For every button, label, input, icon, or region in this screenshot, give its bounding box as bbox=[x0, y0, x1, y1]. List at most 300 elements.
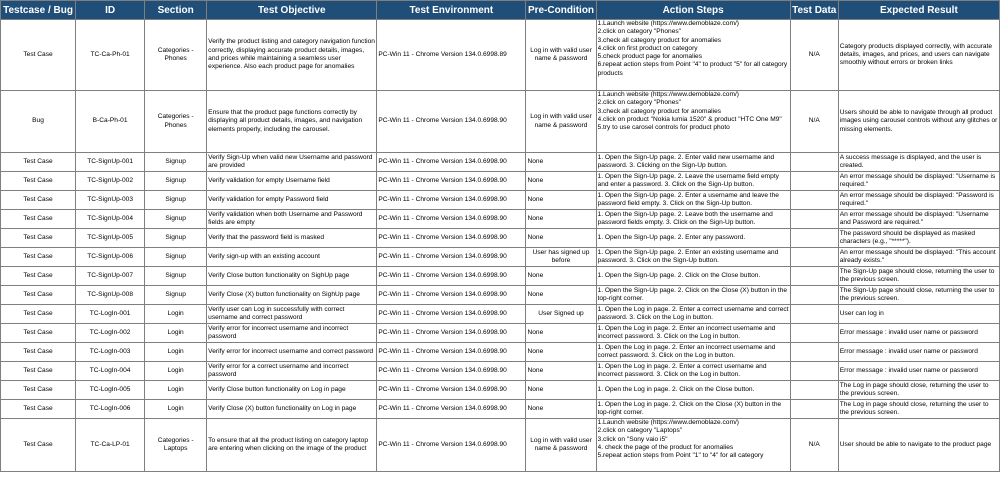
action-step-line: 3.click on "Sony vaio i5" bbox=[597, 435, 668, 443]
cell-precondition[interactable] bbox=[526, 191, 596, 210]
cell-action-steps-content bbox=[598, 249, 789, 266]
cell-action-steps[interactable] bbox=[596, 343, 790, 362]
cell-type[interactable] bbox=[1, 267, 76, 286]
cell-section[interactable] bbox=[145, 286, 207, 305]
action-step-line: 2.click on category "Laptops" bbox=[597, 427, 683, 435]
cell-action-steps[interactable] bbox=[596, 267, 790, 286]
action-step-line: 4.click on first product on category bbox=[597, 44, 698, 52]
cell-action-steps-content bbox=[598, 91, 789, 132]
cell-test-data[interactable] bbox=[790, 91, 838, 153]
cell-test-data-content: N/A bbox=[808, 440, 820, 448]
cell-test-data[interactable] bbox=[790, 286, 838, 305]
cell-section[interactable] bbox=[145, 210, 207, 229]
cell-objective[interactable] bbox=[207, 172, 377, 191]
cell-id[interactable] bbox=[76, 191, 145, 210]
cell-type[interactable] bbox=[1, 381, 76, 400]
cell-test-data[interactable] bbox=[790, 229, 838, 248]
cell-section[interactable] bbox=[145, 248, 207, 267]
cell-section[interactable] bbox=[145, 191, 207, 210]
cell-objective-content: Verify Close (X) button functionality on SighUp page bbox=[208, 290, 360, 298]
header-section[interactable]: Section bbox=[145, 1, 207, 20]
cell-objective[interactable] bbox=[207, 229, 377, 248]
cell-section[interactable] bbox=[145, 362, 207, 381]
cell-environment-content: PC-Win 11 - Chrome Version 134.0.6998.90 bbox=[378, 214, 507, 222]
cell-action-steps[interactable] bbox=[596, 20, 790, 91]
cell-expected-result[interactable] bbox=[838, 400, 999, 419]
cell-environment[interactable] bbox=[377, 20, 526, 91]
cell-type[interactable] bbox=[1, 362, 76, 381]
cell-type[interactable] bbox=[1, 153, 76, 172]
cell-test-data[interactable] bbox=[790, 248, 838, 267]
cell-type-content: Test Case bbox=[23, 176, 53, 184]
action-step-line: 1. Open the Sign-Up page. 2. Leave the username field empty and enter a password. 3. Click on the Sign-Up button. bbox=[597, 172, 779, 188]
cell-environment[interactable] bbox=[377, 324, 526, 343]
cell-id[interactable] bbox=[76, 324, 145, 343]
cell-id[interactable] bbox=[76, 20, 145, 91]
cell-expected-result-content: The Sign-Up page should close, returning the user to the previous screen. bbox=[839, 286, 995, 302]
cell-objective-content: Verify Close button functionality on Log in page bbox=[208, 385, 346, 393]
cell-action-steps-content bbox=[598, 386, 789, 394]
cell-environment-content: PC-Win 11 - Chrome Version 134.0.6998.90 bbox=[378, 271, 507, 279]
cell-expected-result-content: The password should be displayed as masked characters (e.g., "*****"). bbox=[839, 229, 976, 245]
cell-expected-result[interactable] bbox=[838, 286, 999, 305]
cell-environment[interactable] bbox=[377, 343, 526, 362]
cell-type-content: Test Case bbox=[23, 157, 53, 165]
cell-action-steps[interactable] bbox=[596, 400, 790, 419]
cell-environment-content: PC-Win 11 - Chrome Version 134.0.6998.90 bbox=[378, 117, 507, 125]
cell-precondition[interactable] bbox=[526, 343, 596, 362]
cell-id[interactable] bbox=[76, 381, 145, 400]
cell-precondition[interactable] bbox=[526, 362, 596, 381]
cell-objective-content: Verify Sign-Up when valid new Username and password are provided bbox=[208, 153, 373, 169]
cell-expected-result-content: An error message should be displayed: "This account already exists." bbox=[839, 248, 996, 264]
cell-precondition-content: None bbox=[527, 366, 544, 374]
cell-type[interactable] bbox=[1, 248, 76, 267]
cell-action-steps-content bbox=[598, 272, 789, 280]
cell-id-content: TC-SignUp-002 bbox=[87, 176, 133, 184]
action-step-line: 1. Open the Sign-Up page. 2. Enter an existing username and password. 3. Click on the Sign-Up button. bbox=[597, 248, 779, 264]
cell-id-content: B-Ca-Ph-01 bbox=[92, 117, 128, 125]
cell-expected-result-content: The Log in page should close, returning the user to the previous screen. bbox=[839, 381, 989, 397]
table-row[interactable] bbox=[1, 286, 1000, 305]
cell-environment[interactable] bbox=[377, 210, 526, 229]
cell-expected-result[interactable] bbox=[838, 20, 999, 91]
cell-precondition[interactable] bbox=[526, 400, 596, 419]
cell-expected-result[interactable] bbox=[838, 324, 999, 343]
table-row[interactable] bbox=[1, 191, 1000, 210]
cell-environment[interactable] bbox=[377, 191, 526, 210]
cell-id[interactable] bbox=[76, 286, 145, 305]
cell-id[interactable] bbox=[76, 172, 145, 191]
cell-id[interactable] bbox=[76, 91, 145, 153]
table-row[interactable] bbox=[1, 91, 1000, 153]
header-environment[interactable]: Test Environment bbox=[377, 1, 526, 20]
cell-test-data[interactable] bbox=[790, 210, 838, 229]
cell-section-content: Signup bbox=[165, 195, 186, 203]
cell-test-data[interactable] bbox=[790, 305, 838, 324]
cell-environment-content: PC-Win 11 - Chrome Version 134.0.6998.90 bbox=[378, 440, 507, 448]
cell-action-steps[interactable] bbox=[596, 324, 790, 343]
cell-objective-content: To ensure that all the product listing on category laptop are entering when clicking on the image of the product bbox=[208, 436, 368, 452]
cell-type-content: Test Case bbox=[23, 309, 53, 317]
cell-environment-content: PC-Win 11 - Chrome Version 134.0.6998.90 bbox=[378, 328, 507, 336]
cell-action-steps[interactable] bbox=[596, 362, 790, 381]
cell-environment-content: PC-Win 11 - Chrome Version 134.0.6998.90 bbox=[378, 290, 507, 298]
cell-precondition-content: User Signed up bbox=[538, 309, 584, 317]
cell-action-steps[interactable] bbox=[596, 419, 790, 472]
cell-section-content: Login bbox=[167, 309, 184, 317]
cell-environment-content: PC-Win 11 - Chrome Version 134.0.6998.90 bbox=[378, 309, 507, 317]
cell-type[interactable] bbox=[1, 191, 76, 210]
cell-objective-content: Verify error for incorrect username and incorrect password bbox=[208, 324, 349, 340]
cell-objective-content: Verify the product listing and category navigation function correctly, displaying accurate product details, images, and prices while maintaining a seamless user experience. Also each product page for anomalies bbox=[208, 38, 375, 71]
cell-action-steps-content bbox=[598, 344, 789, 361]
action-step-line: 1. Open the Log in page. 2. Enter an incorrect username and correct password. 3. Click on the Log in button. bbox=[597, 343, 776, 359]
cell-type-content: Test Case bbox=[23, 290, 53, 298]
cell-action-steps[interactable] bbox=[596, 286, 790, 305]
cell-id[interactable] bbox=[76, 210, 145, 229]
cell-action-steps[interactable] bbox=[596, 248, 790, 267]
cell-id[interactable] bbox=[76, 267, 145, 286]
cell-test-data[interactable] bbox=[790, 362, 838, 381]
cell-precondition-content: User has signed up before bbox=[532, 248, 590, 264]
cell-objective[interactable] bbox=[207, 305, 377, 324]
cell-expected-result[interactable] bbox=[838, 229, 999, 248]
cell-action-steps-content bbox=[598, 154, 789, 171]
cell-environment-content: PC-Win 11 - Chrome Version 134.0.6998.90 bbox=[378, 252, 507, 260]
table-row[interactable] bbox=[1, 153, 1000, 172]
cell-id-content: TC-Ca-LP-01 bbox=[90, 440, 130, 448]
cell-objective-content: Verify validation when both Username and Password fields are empty bbox=[208, 210, 363, 226]
cell-test-data[interactable] bbox=[790, 20, 838, 91]
cell-objective[interactable] bbox=[207, 381, 377, 400]
action-step-line: 1.Launch website (https://www.demoblaze.com/) bbox=[597, 419, 739, 426]
cell-objective-content: Ensure that the product page functions correctly by displaying all product details, images, and navigation elements properly, including the carousel. bbox=[208, 109, 363, 133]
table-row[interactable] bbox=[1, 172, 1000, 191]
cell-precondition-content: None bbox=[527, 157, 544, 165]
cell-environment-content: PC-Win 11 - Chrome Version 134.0.6998.90 bbox=[378, 366, 507, 374]
cell-environment[interactable] bbox=[377, 381, 526, 400]
cell-environment-content: PC-Win 11 - Chrome Version 134.0.6998.90 bbox=[378, 195, 507, 203]
cell-objective-content: Verify error for a correct username and incorrect password bbox=[208, 362, 349, 378]
cell-type[interactable] bbox=[1, 20, 76, 91]
cell-type-content: Test Case bbox=[23, 347, 53, 355]
cell-environment-content: PC-Win 11 - Chrome Version 134.0.6998.90 bbox=[378, 404, 507, 412]
cell-type[interactable] bbox=[1, 305, 76, 324]
cell-action-steps[interactable] bbox=[596, 91, 790, 153]
table-row[interactable] bbox=[1, 362, 1000, 381]
cell-environment[interactable] bbox=[377, 248, 526, 267]
cell-test-data[interactable] bbox=[790, 419, 838, 472]
cell-section-content: Categories - Laptops bbox=[157, 436, 194, 452]
cell-expected-result[interactable] bbox=[838, 172, 999, 191]
cell-environment[interactable] bbox=[377, 419, 526, 472]
cell-id[interactable] bbox=[76, 153, 145, 172]
cell-section[interactable] bbox=[145, 381, 207, 400]
cell-expected-result-content: The Log in page should close, returning the user to the previous screen. bbox=[839, 400, 989, 416]
header-expected-result[interactable]: Expected Result bbox=[838, 1, 999, 20]
cell-action-steps[interactable] bbox=[596, 381, 790, 400]
action-step-line: 1. Open the Sign-Up page. 2. Enter valid new username and password. 3. Clicking on the Sign-Up button. bbox=[597, 153, 775, 169]
cell-test-data-content: N/A bbox=[808, 117, 820, 125]
table-row[interactable] bbox=[1, 324, 1000, 343]
cell-objective-content: Verify user can Log in successfully with correct username and correct password bbox=[208, 305, 345, 321]
cell-type-content: Test Case bbox=[23, 404, 53, 412]
action-step-line: 1. Open the Sign-Up page. 2. Enter a username and leave the password field empty. 3. Click on the Sign-Up button. bbox=[597, 191, 779, 207]
cell-test-data[interactable] bbox=[790, 343, 838, 362]
cell-action-steps[interactable] bbox=[596, 210, 790, 229]
cell-precondition[interactable] bbox=[526, 267, 596, 286]
cell-environment[interactable] bbox=[377, 153, 526, 172]
cell-section-content: Categories - Phones bbox=[157, 113, 194, 129]
header-test-data[interactable]: Test Data bbox=[790, 1, 838, 20]
cell-environment[interactable] bbox=[377, 172, 526, 191]
cell-action-steps[interactable] bbox=[596, 191, 790, 210]
cell-section[interactable] bbox=[145, 305, 207, 324]
cell-expected-result[interactable] bbox=[838, 91, 999, 153]
action-step-line: 1. Open the Sign-Up page. 2. Enter any password. bbox=[597, 233, 746, 241]
cell-expected-result[interactable] bbox=[838, 343, 999, 362]
cell-objective[interactable] bbox=[207, 267, 377, 286]
cell-objective-content: Verify sign-up with an existing account bbox=[208, 252, 320, 260]
cell-action-steps-content bbox=[598, 419, 789, 460]
cell-section-content: Signup bbox=[165, 271, 186, 279]
cell-id-content: TC-LogIn-002 bbox=[89, 328, 131, 336]
cell-section[interactable] bbox=[145, 20, 207, 91]
header-type[interactable]: Testcase / Bug bbox=[1, 1, 76, 20]
cell-id-content: TC-LogIn-006 bbox=[89, 404, 131, 412]
action-step-line: 4. check the page of the product for anomalies bbox=[597, 443, 734, 451]
cell-section-content: Signup bbox=[165, 176, 186, 184]
cell-environment[interactable] bbox=[377, 305, 526, 324]
action-step-line: 6.repeat action steps from Point "4" to product "5" for all category products bbox=[597, 61, 788, 77]
cell-environment[interactable] bbox=[377, 400, 526, 419]
cell-expected-result[interactable] bbox=[838, 267, 999, 286]
cell-type[interactable] bbox=[1, 419, 76, 472]
cell-test-data[interactable] bbox=[790, 324, 838, 343]
cell-expected-result[interactable] bbox=[838, 210, 999, 229]
cell-id-content: TC-LogIn-001 bbox=[89, 309, 131, 317]
cell-expected-result-content: User should be able to navigate to the product page bbox=[839, 440, 992, 448]
cell-precondition[interactable] bbox=[526, 286, 596, 305]
cell-environment[interactable] bbox=[377, 91, 526, 153]
header-objective[interactable]: Test Objective bbox=[207, 1, 377, 20]
cell-id[interactable] bbox=[76, 400, 145, 419]
cell-section-content: Signup bbox=[165, 214, 186, 222]
cell-section[interactable] bbox=[145, 91, 207, 153]
cell-type-content: Test Case bbox=[23, 252, 53, 260]
cell-expected-result[interactable] bbox=[838, 153, 999, 172]
cell-section[interactable] bbox=[145, 267, 207, 286]
cell-expected-result-content: Error message : invalid user name or password bbox=[839, 347, 978, 355]
cell-test-data[interactable] bbox=[790, 400, 838, 419]
cell-section[interactable] bbox=[145, 400, 207, 419]
cell-id[interactable] bbox=[76, 362, 145, 381]
cell-objective[interactable] bbox=[207, 210, 377, 229]
cell-action-steps[interactable] bbox=[596, 153, 790, 172]
cell-type-content: Test Case bbox=[23, 366, 53, 374]
action-step-line: 1.Launch website (https://www.demoblaze.com/) bbox=[597, 20, 739, 27]
table-row[interactable] bbox=[1, 305, 1000, 324]
cell-type[interactable] bbox=[1, 343, 76, 362]
cell-environment-content: PC-Win 11 - Chrome Version 134.0.6998.90 bbox=[378, 385, 507, 393]
cell-expected-result[interactable] bbox=[838, 381, 999, 400]
action-step-line: 1. Open the Log in page. 2. Click on the Close (X) button in the top-right corner. bbox=[597, 400, 782, 416]
cell-precondition-content: None bbox=[527, 271, 544, 279]
cell-precondition[interactable] bbox=[526, 419, 596, 472]
cell-action-steps[interactable] bbox=[596, 305, 790, 324]
cell-objective[interactable] bbox=[207, 20, 377, 91]
cell-precondition-content: None bbox=[527, 195, 544, 203]
action-step-line: 1. Open the Sign-Up page. 2. Leave both the username and password fields empty. 3. Click on the Sign-Up button. bbox=[597, 210, 773, 226]
cell-id[interactable] bbox=[76, 305, 145, 324]
cell-id[interactable] bbox=[76, 419, 145, 472]
cell-action-steps-content bbox=[598, 287, 789, 304]
cell-type[interactable] bbox=[1, 210, 76, 229]
cell-id-content: TC-LogIn-004 bbox=[89, 366, 131, 374]
cell-environment[interactable] bbox=[377, 286, 526, 305]
table-row[interactable] bbox=[1, 381, 1000, 400]
cell-precondition[interactable] bbox=[526, 381, 596, 400]
cell-environment-content: PC-Win 11 - Chrome Version 134.0.6998.90 bbox=[378, 176, 507, 184]
cell-section[interactable] bbox=[145, 172, 207, 191]
cell-environment[interactable] bbox=[377, 362, 526, 381]
header-action-steps[interactable]: Action Steps bbox=[596, 1, 790, 20]
cell-objective[interactable] bbox=[207, 248, 377, 267]
cell-type[interactable] bbox=[1, 286, 76, 305]
cell-section-content: Login bbox=[167, 328, 184, 336]
cell-objective[interactable] bbox=[207, 419, 377, 472]
cell-objective[interactable] bbox=[207, 91, 377, 153]
cell-section-content: Signup bbox=[165, 157, 186, 165]
cell-section-content: Categories - Phones bbox=[157, 46, 194, 62]
cell-expected-result-content: A success message is displayed, and the user is created. bbox=[839, 153, 982, 169]
cell-objective[interactable] bbox=[207, 286, 377, 305]
cell-environment[interactable] bbox=[377, 229, 526, 248]
cell-action-steps[interactable] bbox=[596, 172, 790, 191]
cell-precondition[interactable] bbox=[526, 210, 596, 229]
cell-environment-content: PC-Win 11 - Chrome Version 134.0.6998.90 bbox=[378, 233, 507, 241]
cell-expected-result[interactable] bbox=[838, 191, 999, 210]
cell-id-content: TC-SignUp-005 bbox=[87, 233, 133, 241]
cell-precondition-content: None bbox=[527, 404, 544, 412]
cell-objective[interactable] bbox=[207, 191, 377, 210]
cell-precondition[interactable] bbox=[526, 248, 596, 267]
cell-objective-content: Verify Close (X) button functionality on Log in page bbox=[208, 404, 357, 412]
cell-expected-result[interactable] bbox=[838, 419, 999, 472]
cell-id-content: TC-SignUp-007 bbox=[87, 271, 133, 279]
cell-type-content: Test Case bbox=[23, 233, 53, 241]
cell-precondition[interactable] bbox=[526, 305, 596, 324]
table-row[interactable] bbox=[1, 267, 1000, 286]
cell-objective[interactable] bbox=[207, 324, 377, 343]
cell-type[interactable] bbox=[1, 229, 76, 248]
cell-action-steps-content bbox=[598, 325, 789, 342]
cell-expected-result[interactable] bbox=[838, 362, 999, 381]
cell-objective-content: Verify error for incorrect username and correct password bbox=[208, 347, 374, 355]
cell-precondition-content: None bbox=[527, 385, 544, 393]
action-step-line: 1. Open the Log in page. 2. Enter a correct username and correct password. 3. Click on the Log in button. bbox=[597, 305, 789, 321]
cell-precondition[interactable] bbox=[526, 324, 596, 343]
cell-test-data[interactable] bbox=[790, 191, 838, 210]
cell-expected-result-content: Error message : invalid user name or password bbox=[839, 366, 978, 374]
cell-objective[interactable] bbox=[207, 343, 377, 362]
cell-action-steps-content bbox=[598, 20, 789, 78]
cell-precondition-content: Log in with valid user name & password bbox=[530, 46, 592, 62]
table-row[interactable] bbox=[1, 210, 1000, 229]
cell-precondition[interactable] bbox=[526, 172, 596, 191]
action-step-line: 5.try to use carosel controls for product photo bbox=[597, 124, 730, 132]
cell-type[interactable] bbox=[1, 172, 76, 191]
cell-precondition-content: None bbox=[527, 347, 544, 355]
cell-environment-content: PC-Win 11 - Chrome Version 134.0.6998.89 bbox=[378, 50, 507, 58]
cell-expected-result[interactable] bbox=[838, 248, 999, 267]
cell-id[interactable] bbox=[76, 248, 145, 267]
cell-expected-result[interactable] bbox=[838, 305, 999, 324]
cell-id-content: TC-LogIn-003 bbox=[89, 347, 131, 355]
cell-section[interactable] bbox=[145, 324, 207, 343]
cell-section-content: Signup bbox=[165, 233, 186, 241]
cell-precondition[interactable] bbox=[526, 153, 596, 172]
cell-precondition[interactable] bbox=[526, 20, 596, 91]
cell-section[interactable] bbox=[145, 419, 207, 472]
cell-precondition[interactable] bbox=[526, 229, 596, 248]
action-step-line: 1. Open the Sign-Up page. 2. Click on the Close button. bbox=[597, 271, 761, 279]
cell-test-data[interactable] bbox=[790, 381, 838, 400]
table-row[interactable] bbox=[1, 20, 1000, 91]
cell-id[interactable] bbox=[76, 343, 145, 362]
cell-action-steps[interactable] bbox=[596, 229, 790, 248]
cell-id-content: TC-Ca-Ph-01 bbox=[90, 50, 130, 58]
cell-test-data[interactable] bbox=[790, 172, 838, 191]
action-step-line: 1. Open the Log in page. 2. Enter an incorrect username and incorrect password. 3. Click on the Log in button. bbox=[597, 324, 776, 340]
cell-id-content: TC-LogIn-005 bbox=[89, 385, 131, 393]
cell-type[interactable] bbox=[1, 400, 76, 419]
table-row[interactable] bbox=[1, 343, 1000, 362]
table-row[interactable] bbox=[1, 248, 1000, 267]
header-row bbox=[1, 1, 1000, 20]
cell-section[interactable] bbox=[145, 153, 207, 172]
cell-section[interactable] bbox=[145, 343, 207, 362]
cell-type[interactable] bbox=[1, 91, 76, 153]
cell-section-content: Signup bbox=[165, 252, 186, 260]
header-id[interactable]: ID bbox=[76, 1, 145, 20]
cell-type[interactable] bbox=[1, 324, 76, 343]
cell-objective[interactable] bbox=[207, 153, 377, 172]
action-step-line: 4.click on product "Nokia lumia 1520" & product "HTC One M9" bbox=[597, 115, 782, 123]
cell-environment-content: PC-Win 11 - Chrome Version 134.0.6998.90 bbox=[378, 347, 507, 355]
cell-objective[interactable] bbox=[207, 362, 377, 381]
cell-id[interactable] bbox=[76, 229, 145, 248]
cell-expected-result-content: Users should be able to navigate through all product images using carousel controls without any glitches or missing elements. bbox=[839, 109, 998, 133]
cell-section[interactable] bbox=[145, 229, 207, 248]
cell-environment[interactable] bbox=[377, 267, 526, 286]
cell-test-data[interactable] bbox=[790, 267, 838, 286]
table-row[interactable] bbox=[1, 400, 1000, 419]
table-row[interactable] bbox=[1, 419, 1000, 472]
action-step-line: 2.click on category "Phones" bbox=[597, 28, 682, 36]
cell-objective[interactable] bbox=[207, 400, 377, 419]
table-body bbox=[1, 20, 1000, 472]
header-precondition[interactable]: Pre-Condition bbox=[526, 1, 596, 20]
cell-precondition[interactable] bbox=[526, 91, 596, 153]
cell-action-steps-content bbox=[598, 211, 789, 228]
cell-id-content: TC-SignUp-001 bbox=[87, 157, 133, 165]
cell-id-content: TC-SignUp-004 bbox=[87, 214, 133, 222]
action-step-line: 3.check all category product for anomalies bbox=[597, 107, 722, 115]
table-row[interactable] bbox=[1, 229, 1000, 248]
cell-test-data[interactable] bbox=[790, 153, 838, 172]
